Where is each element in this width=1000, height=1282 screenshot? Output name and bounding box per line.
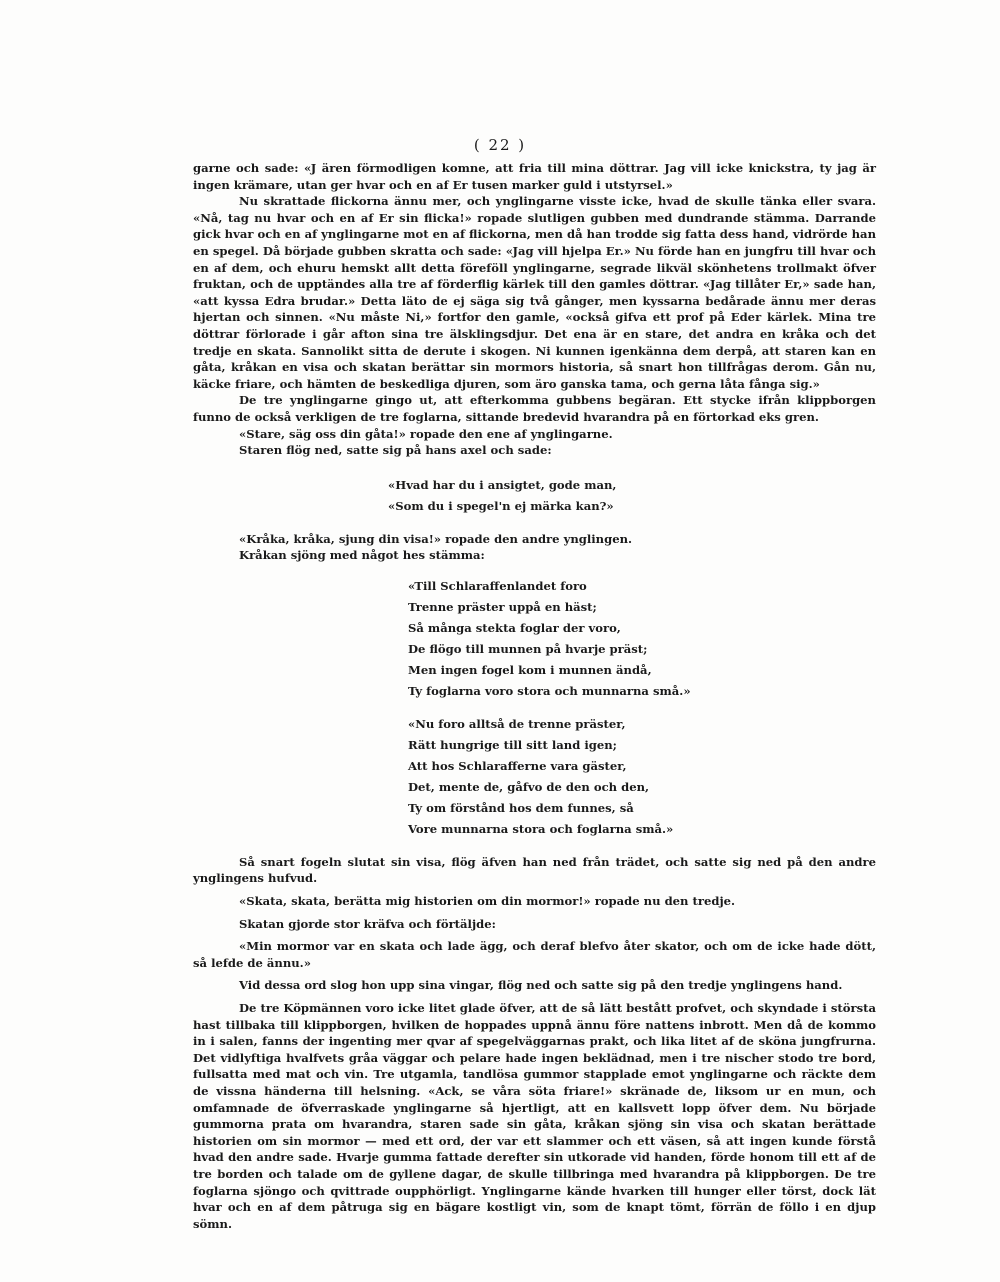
paragraph: Vid dessa ord slog hon upp sina vingar, flög ned och satte sig på den tredje ynglingens hand.: [239, 978, 843, 993]
verse-line: «Nu foro alltså de trenne präster,: [408, 716, 626, 731]
paragraph: Nu skrattade flickorna ännu mer, och ynglingarne visste icke, hvad de skulle tänka eller svara. «Nå, tag nu hvar och en af Er sin flicka!» ropade slutligen gubben med dundrande stämma. Darrande gick hvar och en af ynglingarne mot en af flickorna, men då han trodde sig fatta dess hand, vidrörde han en spegel. Då började gubben skratta och sade: «Jag vill hjelpa Er.» Nu förde han en jungfru till hvar och en af dem, och ehuru hemskt allt detta föreföll ynglingarne, segrade likväl skönhetens trollmakt öfver fruktan, och de upptändes alla tre af förderflig kärlek till den gamles döttrar. «Jag tillåter Er,» sade han, «att kyssa Edra brudar.» Detta läto de ej säga sig två gånger, men kyssarna bedårade ännu mer deras hjertan och sinnen. «Nu måste Ni,» fortfor den gamle, «också gifva ett prof på Eder kärlek. Mina tre döttrar förlorade i går afton sina tre älsklingsdjur. Det ena är en stare, det andra en kråka och det tredje en skata. Sannolikt sitta de derute i skogen. Ni kunnen igenkänna dem derpå, att staren kan en gåta, kråkan en visa och skatan berättar sin mormors historia, så snart hon tillfrågas derom. Gån nu, käcke friare, och hämten de beskedliga djuren, som äro ganska tama, och gerna låta fånga sig.»: [193, 194, 876, 391]
body-text: [193, 160, 876, 1232]
verse-stanza: [408, 576, 876, 702]
paragraph: «Kråka, kråka, sjung din visa!» ropade den andre ynglingen.: [239, 531, 633, 546]
paragraph: «Min mormor var en skata och lade ägg, och deraf blefvo åter skator, och om de icke hade dött, så lefde de ännu.»: [193, 939, 876, 970]
paragraph: Kråkan sjöng med något hes stämma:: [239, 548, 485, 563]
verse-line: De flögo till munnen på hvarje präst;: [408, 641, 648, 656]
paragraph: Så snart fogeln slutat sin visa, flög äfven han ned från trädet, och satte sig ned på den andre ynglingens hufvud.: [193, 854, 876, 886]
paragraph: De tre ynglingarne gingo ut, att efterkomma gubbens begäran. Ett stycke ifrån klippborgen funno de också verkligen de tre foglarna, sittande bredevid hvarandra på en förtorkad eks gren.: [193, 393, 876, 424]
paragraph: «Stare, säg oss din gåta!» ropade den ene af ynglingarne.: [239, 426, 613, 441]
verse-line: Ty om förstånd hos dem funnes, så: [408, 800, 634, 815]
paragraph: De tre Köpmännen voro icke litet glade öfver, att de så lätt bestått profvet, och skyndade i största hast tillbaka till klippborgen, hvilken de hoppades uppnå ännu före nattens inbrott. Men då de kommo in i salen, fanns der ingenting mer qvar af spegelväggarnas prakt, och lika litet af de sköna jungfrurna. Det vidlyftiga hvalfvets gråa väggar och pelare hade ingen beklädnad, men i tre nischer stodo tre bord, fullsatta med mat och vin. Tre utgamla, tandlösa gummor stapplade emot ynglingarne och räckte dem de vissna händerna till helsning. «Ack, se våra söta friare!» skränade de, liksom ur en mun, och omfamnade de öfverraskade ynglingarne så hjertligt, att en kallsvett lopp öfver dem. Nu började gummorna prata om hvarandra, staren sade sin gåta, kråkan sjöng sin visa och skatan berättade historien om sin mormor — med ett ord, der var ett slammer och ett väsen, så att ingen kunde förstå hvad den andre sade. Hvarje gumma fattade derefter sin utkorade vid handen, förde honom till ett af de tre borden och talade om de gyllene dagar, de skulle tillbringa med hvarandra på klippborgen. De tre foglarna sjöngo och qvittrade oupphörligt. Ynglingarne kände hvarken till hunger eller törst, dock lät hvar och en af dem påtruga sig en bägare kostligt vin, som de knapt tömt, förrän de föllo i en djup sömn.: [193, 1001, 876, 1231]
verse-line: «Till Schlaraffenlandet foro: [408, 578, 587, 593]
verse-line: Det, mente de, gåfvo de den och den,: [408, 779, 650, 794]
verse-line: Så många stekta foglar der voro,: [408, 620, 621, 635]
verse-line: «Som du i spegel'n ej märka kan?»: [388, 498, 614, 513]
paragraph: garne och sade: «J ären förmodligen komne, att fria till mina döttrar. Jag vill icke knickstra, ty jag är ingen krämare, utan ger hvar och en af Er tusen marker guld i utstyrsel.»: [193, 161, 876, 192]
verse-line: Men ingen fogel kom i munnen ändå,: [408, 662, 652, 677]
verse-line: «Hvad har du i ansigtet, gode man,: [388, 477, 617, 492]
paragraph: Staren flög ned, satte sig på hans axel och sade:: [239, 443, 552, 458]
verse-line: Ty foglarna voro stora och munnarna små.»: [408, 683, 691, 698]
verse-line: Vore munnarna stora och foglarna små.»: [408, 821, 674, 836]
paragraph: Skatan gjorde stor kräfva och förtäljde:: [239, 916, 496, 931]
page-number: ( 22 ): [473, 136, 527, 154]
verse-line: Rätt hungrige till sitt land igen;: [408, 737, 617, 752]
verse-stanza: [388, 475, 876, 517]
verse-line: Trenne präster uppå en häst;: [408, 599, 597, 614]
verse-stanza: [408, 714, 876, 840]
verse-line: Att hos Schlaraffernе vara gäster,: [408, 758, 627, 773]
paragraph: «Skata, skata, berätta mig historien om din mormor!» ropade nu den tredje.: [239, 894, 736, 909]
